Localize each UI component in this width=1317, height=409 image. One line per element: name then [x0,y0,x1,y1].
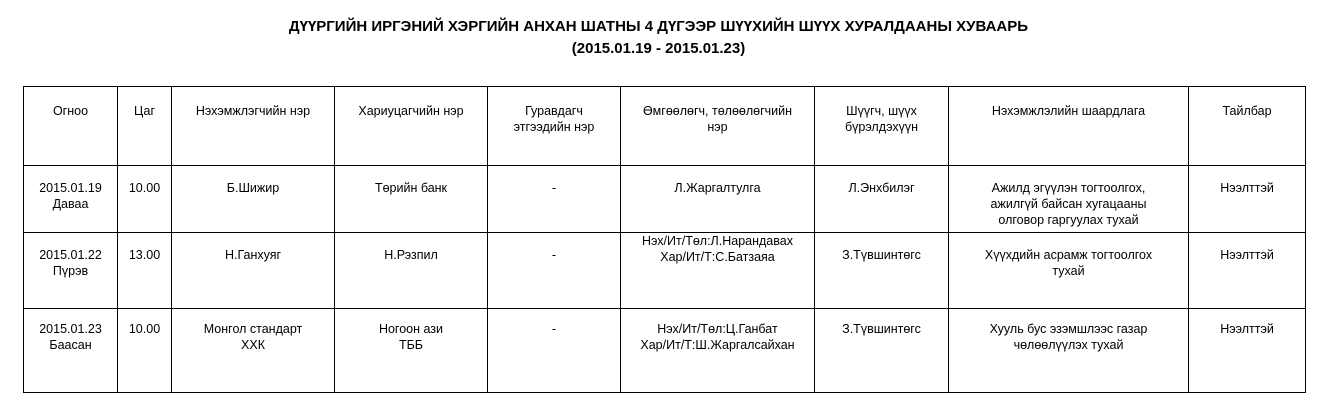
cell-claim: Хууль бус эзэмшлээс газар чөлөөлүүлэх тухай [949,309,1189,393]
cell-plaintiff: Б.Шижир [172,166,335,233]
header-third-party: Гуравдагч этгээдийн нэр [488,87,621,166]
header-claim: Нэхэмжлэлийн шаардлага [949,87,1189,166]
cell-third-party: - [488,166,621,233]
table-header-row [24,87,1306,166]
cell-note: Нээлттэй [1189,233,1306,309]
table-row [24,166,1306,233]
cell-defendant: Төрийн банк [335,166,488,233]
cell-date: 2015.01.22 Пүрэв [24,233,118,309]
cell-claim: Хүүхдийн асрамж тогтоолгох тухай [949,233,1189,309]
cell-third-party: - [488,309,621,393]
cell-plaintiff: Н.Ганхуяг [172,233,335,309]
cell-judge: Л.Энхбилэг [815,166,949,233]
document-date-range: (2015.01.19 - 2015.01.23) [571,40,746,57]
cell-time: 13.00 [118,233,172,309]
header-date: Огноо [24,87,118,166]
cell-judge: З.Түвшинтөгс [815,309,949,393]
cell-representative: Нэх/Ит/Төл:Ц.Ганбат Хар/Ит/Т:Ш.Жаргалсайхан [621,309,815,393]
cell-time: 10.00 [118,166,172,233]
cell-plaintiff: Монгол стандарт ХХК [172,309,335,393]
header-plaintiff: Нэхэмжлэгчийн нэр [172,87,335,166]
header-note: Тайлбар [1189,87,1306,166]
document-title: ДҮҮРГИЙН ИРГЭНИЙ ХЭРГИЙН АНХАН ШАТНЫ 4 ДҮГЭЭР ШҮҮХИЙН ШҮҮХ ХУРАЛДААНЫ ХУВААРЬ [288,18,1029,35]
cell-date: 2015.01.19 Даваа [24,166,118,233]
cell-defendant: Н.Рэзпил [335,233,488,309]
hearing-schedule-table [23,86,1306,393]
cell-judge: З.Түвшинтөгс [815,233,949,309]
cell-third-party: - [488,233,621,309]
cell-defendant: Ногоон ази ТББ [335,309,488,393]
cell-representative: Нэх/Ит/Төл:Л.Нарандавах Хар/Ит/Т:С.Батзаяа [621,233,815,309]
cell-note: Нээлттэй [1189,166,1306,233]
header-representative: Өмгөөлөгч, төлөөлөгчийн нэр [621,87,815,166]
cell-time: 10.00 [118,309,172,393]
table-row [24,309,1306,393]
header-judge: Шүүгч, шүүх бүрэлдэхүүн [815,87,949,166]
cell-note: Нээлттэй [1189,309,1306,393]
cell-representative: Л.Жаргалтулга [621,166,815,233]
cell-claim: Ажилд эгүүлэн тогтоолгох, ажилгүй байсан хугацааны олговор гаргуулах тухай [949,166,1189,233]
cell-date: 2015.01.23 Баасан [24,309,118,393]
header-time: Цаг [118,87,172,166]
table-row [24,233,1306,309]
header-defendant: Хариуцагчийн нэр [335,87,488,166]
